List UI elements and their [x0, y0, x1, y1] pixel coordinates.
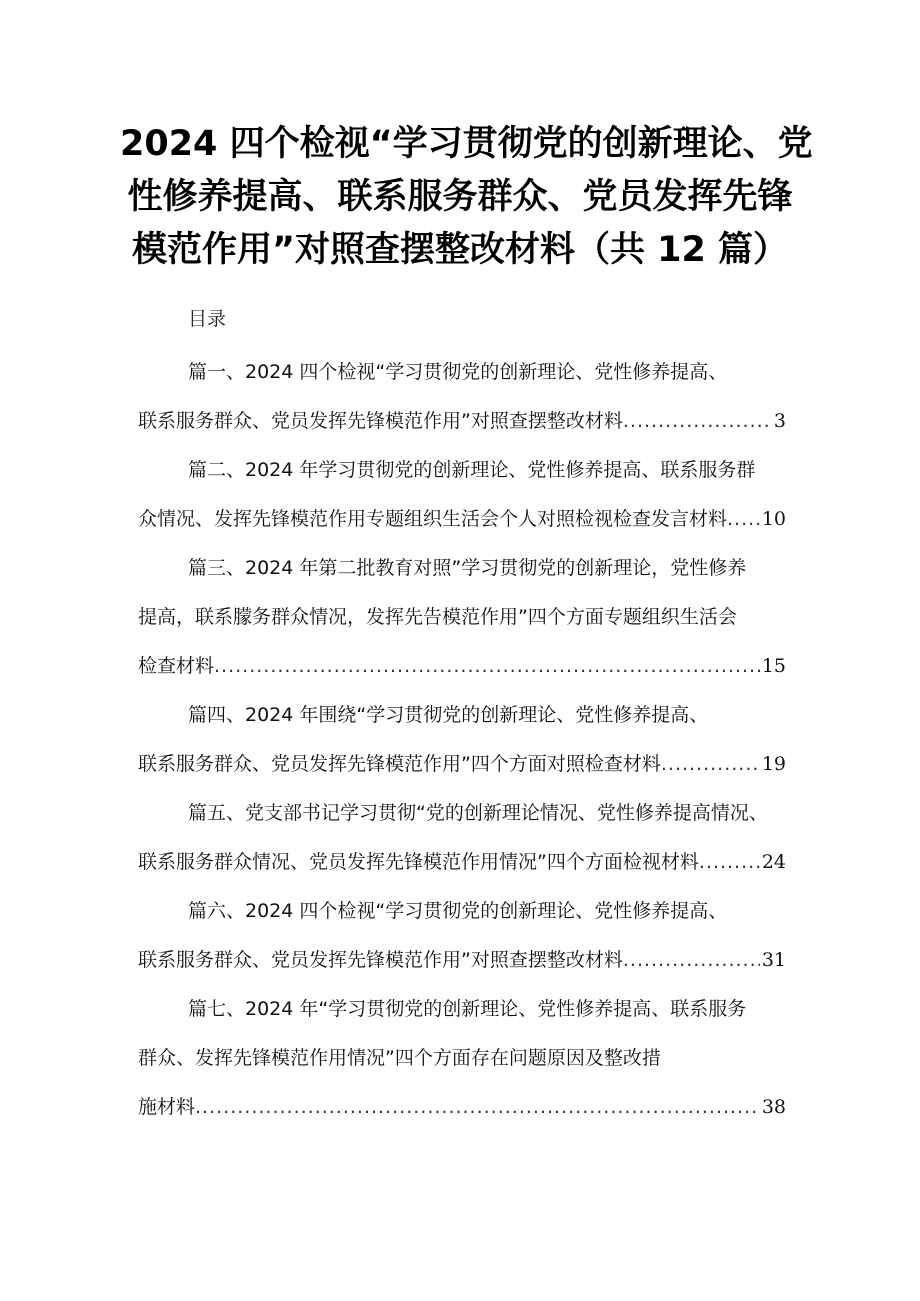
toc-entry-text: 篇二、2024 年学习贯彻党的创新理论、党性修养提高、联系服务群: [188, 459, 756, 481]
toc-entry[interactable]: [138, 985, 786, 1132]
toc-entry-last-line: [138, 838, 786, 887]
toc-leader-dots: [699, 838, 760, 887]
toc-leader-dots: [195, 1083, 760, 1132]
toc-entry-text: 联系服务群众、党员发挥先锋模范作用”四个方面对照检查材料: [138, 753, 661, 775]
toc-entry-text: 联系服务群众、党员发挥先锋模范作用”对照查摆整改材料: [138, 410, 623, 432]
toc-leader-dots: [214, 642, 760, 691]
toc-entry-text: 提高，联系朦务群众情况，发挥先告模范作用”四个方面专题组织生活会: [138, 606, 737, 628]
document-title: [120, 118, 813, 277]
toc-entry[interactable]: [138, 348, 786, 446]
title-line-3: 模范作用”对照查摆整改材料（共 12 篇）: [131, 230, 789, 270]
toc-page-number: 31: [761, 949, 786, 971]
toc-entry-text: 众情况、发挥先锋模范作用专题组织生活会个人对照检视检查发言材料: [138, 508, 728, 530]
toc-leader-dots: [623, 397, 772, 446]
toc-entry-text: 篇六、2024 四个检视“学习贯彻党的创新理论、党性修养提高、: [188, 900, 728, 922]
toc-leader-dots: [661, 740, 760, 789]
toc-entry-last-line: [138, 936, 786, 985]
toc-entry-last-line: [138, 397, 786, 446]
toc-entry-text: 检查材料: [138, 655, 215, 677]
toc-page-number: 10: [761, 508, 786, 530]
toc-entry-last-line: [138, 1083, 786, 1132]
toc-entry-text: 篇七、2024 年“学习贯彻党的创新理论、党性修养提高、联系服务: [188, 998, 747, 1020]
toc-entry-text: 篇四、2024 年围绕“学习贯彻党的创新理论、党性修养提高、: [188, 704, 709, 726]
toc-entry-text: 群众、发挥先锋模范作用情况”四个方面存在问题原因及整改措: [138, 1047, 661, 1069]
toc-page-number: 3: [773, 410, 786, 432]
toc-entry-text: 施材料: [138, 1096, 196, 1118]
toc-entry-text: 联系服务群众、党员发挥先锋模范作用”对照查摆整改材料: [138, 949, 623, 971]
toc-entry-text: 篇三、2024 年第二批教育对照”学习贯彻党的创新理论，党性修养: [188, 557, 747, 579]
toc-entry[interactable]: [138, 691, 786, 789]
title-line-1: 2024 四个检视“学习贯彻党的创新理论、党: [120, 124, 813, 164]
toc-page-number: 38: [761, 1096, 786, 1118]
table-of-contents: [138, 348, 786, 1132]
toc-entry-text: 联系服务群众情况、党员发挥先锋模范作用情况”四个方面检视材料: [138, 851, 699, 873]
toc-page-number: 24: [761, 851, 786, 873]
toc-entry[interactable]: [138, 887, 786, 985]
toc-page-number: 15: [761, 655, 786, 677]
title-line-2: 性修养提高、联系服务群众、党员发挥先锋: [127, 177, 793, 217]
toc-entry[interactable]: [138, 446, 786, 544]
toc-leader-dots: [727, 495, 760, 544]
toc-page-number: 19: [761, 753, 786, 775]
toc-entry-last-line: [138, 740, 786, 789]
toc-entry-last-line: [138, 642, 786, 691]
toc-entry-text: 篇一、2024 四个检视“学习贯彻党的创新理论、党性修养提高、: [188, 361, 728, 383]
toc-entry-text: 篇五、党支部书记学习贯彻“党的创新理论情况、党性修养提高情况、: [188, 802, 768, 824]
toc-entry[interactable]: [138, 789, 786, 887]
toc-leader-dots: [623, 936, 760, 985]
toc-entry-last-line: [138, 495, 786, 544]
toc-entry[interactable]: [138, 544, 786, 691]
toc-heading: 目录: [188, 308, 227, 330]
